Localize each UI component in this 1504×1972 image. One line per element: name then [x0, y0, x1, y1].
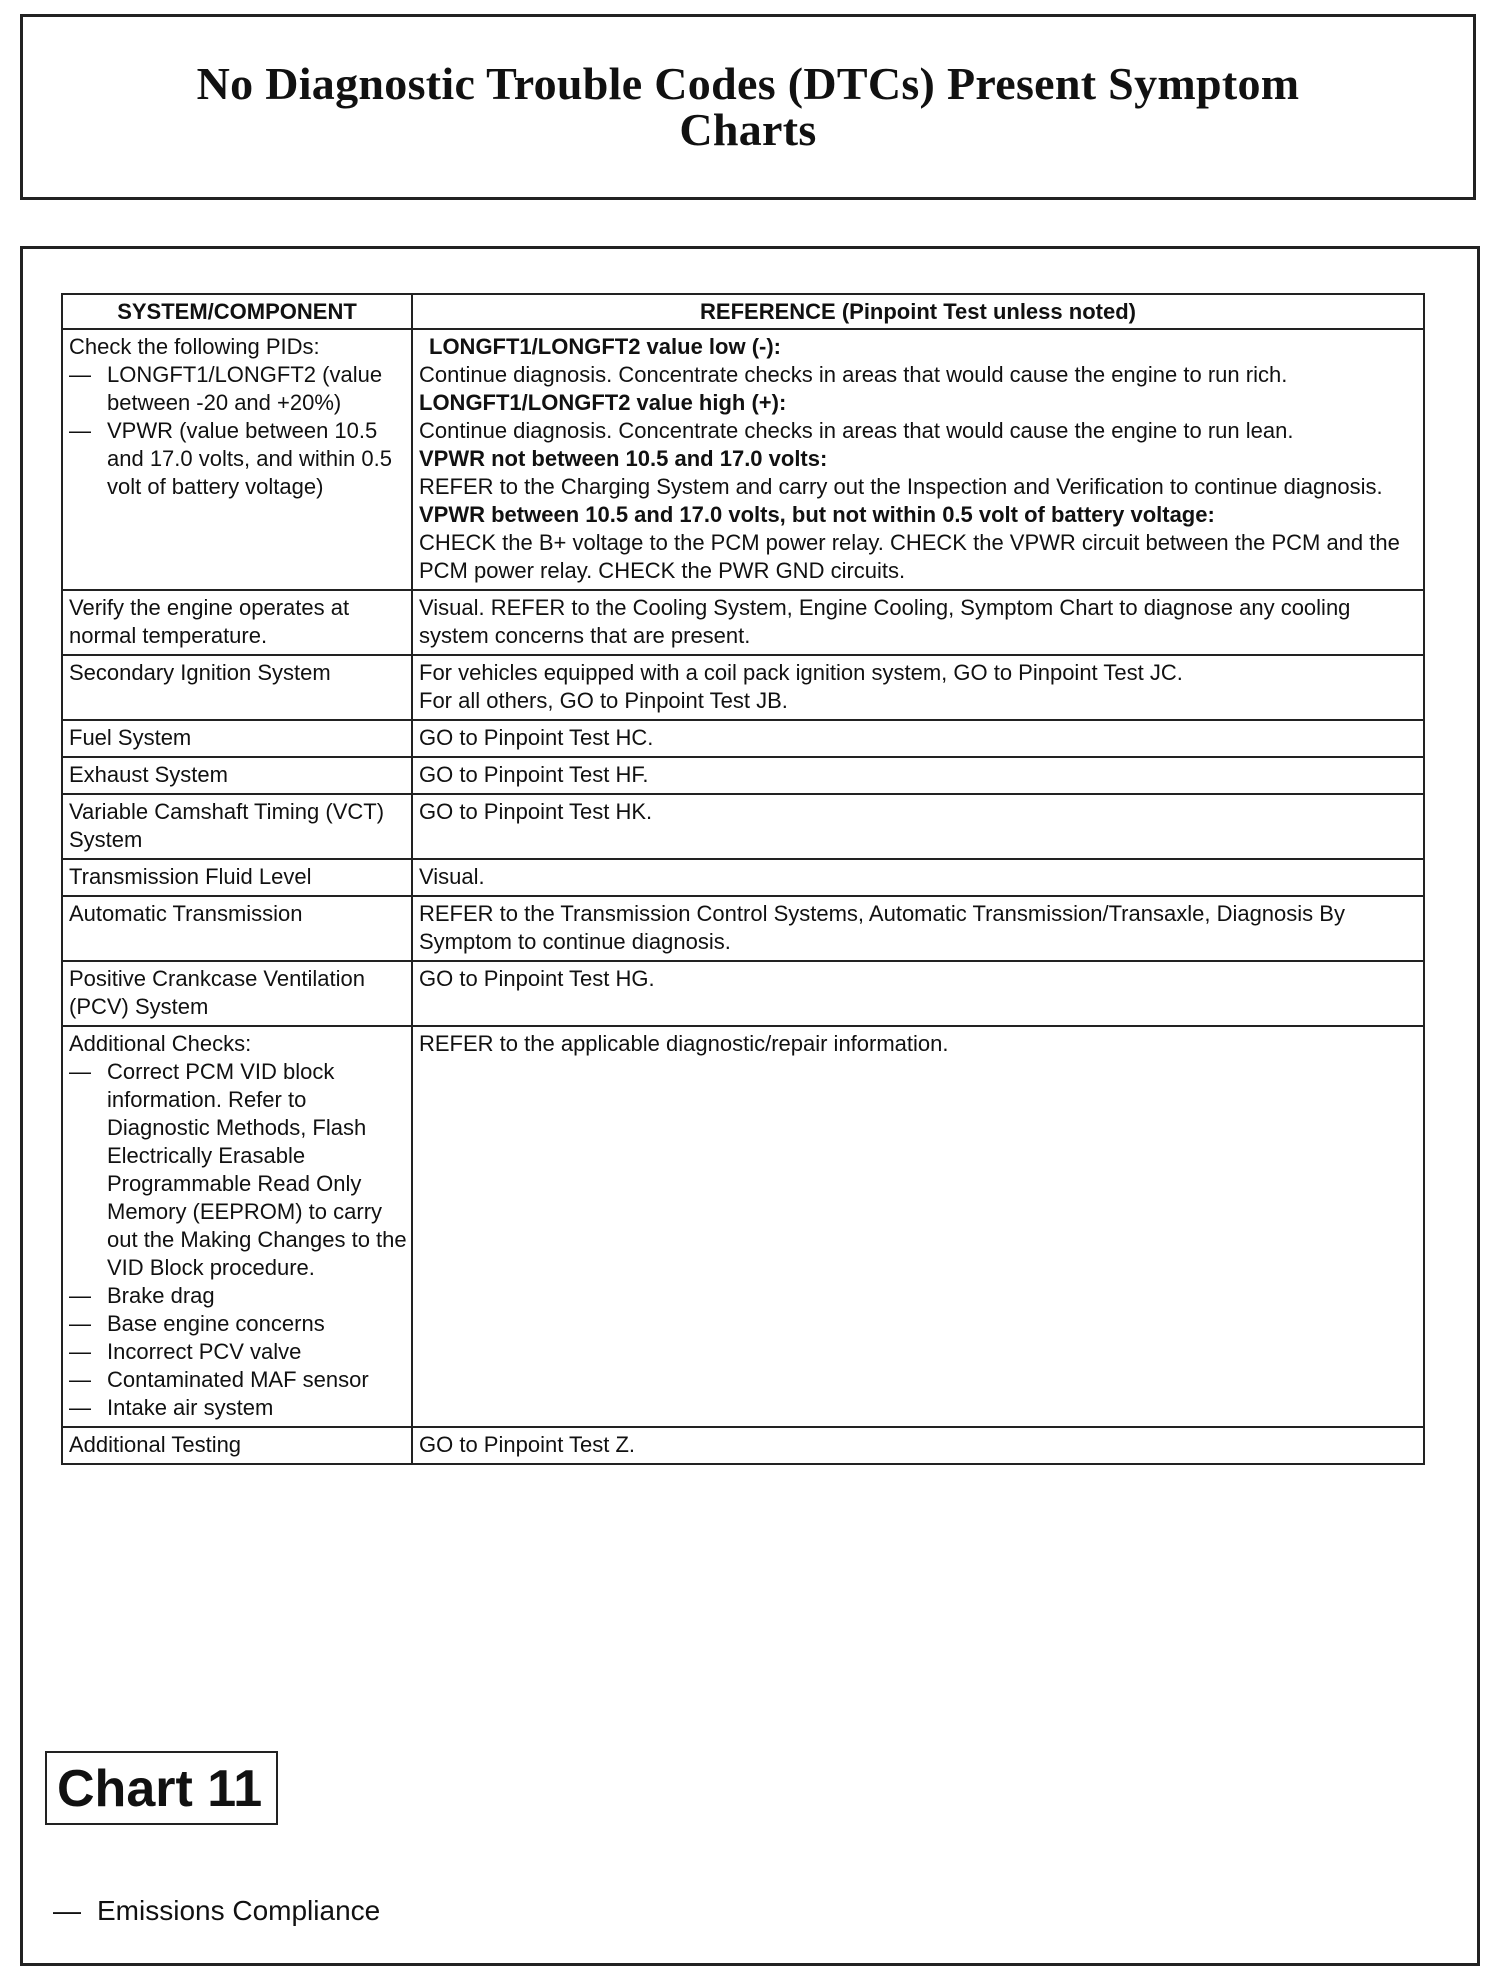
table-row [62, 961, 1424, 1026]
ref-text: Continue diagnosis. Concentrate checks in areas that would cause the engine to run lean. [419, 418, 1294, 443]
reference-cell [412, 329, 1424, 590]
list-item: — VPWR (value between 10.5 and 17.0 volts, and within 0.5 volt of battery voltage) [69, 418, 392, 499]
table-row [62, 1427, 1424, 1464]
column-header-reference: REFERENCE (Pinpoint Test unless noted) [412, 294, 1424, 329]
reference-cell: Visual. REFER to the Cooling System, Engine Cooling, Symptom Chart to diagnose any cooling system concerns that are present. [412, 590, 1424, 655]
list-item: — Base engine concerns [69, 1311, 325, 1336]
ref-heading: LONGFT1/LONGFT2 value high (+): [419, 390, 787, 415]
component-cell: Exhaust System [62, 757, 412, 794]
ref-text: For vehicles equipped with a coil pack ignition system, GO to Pinpoint Test JC. [419, 660, 1183, 685]
reference-cell: GO to Pinpoint Test HG. [412, 961, 1424, 1026]
component-cell [62, 329, 412, 590]
ref-text: REFER to the Charging System and carry out the Inspection and Verification to continue diagnosis. [419, 474, 1383, 499]
table-row [62, 329, 1424, 590]
column-header-system: SYSTEM/COMPONENT [62, 294, 412, 329]
table-row [62, 794, 1424, 859]
component-cell: Verify the engine operates at normal temperature. [62, 590, 412, 655]
table-row [62, 655, 1424, 720]
reference-cell: GO to Pinpoint Test HK. [412, 794, 1424, 859]
component-cell: Positive Crankcase Ventilation (PCV) System [62, 961, 412, 1026]
reference-cell: REFER to the applicable diagnostic/repair information. [412, 1026, 1424, 1427]
reference-cell [412, 655, 1424, 720]
reference-cell: REFER to the Transmission Control Systems, Automatic Transmission/Transaxle, Diagnosis By Symptom to continue diagnosis. [412, 896, 1424, 961]
table-row [62, 757, 1424, 794]
ref-heading: VPWR between 10.5 and 17.0 volts, but not within 0.5 volt of battery voltage: [419, 502, 1215, 527]
component-cell: Transmission Fluid Level [62, 859, 412, 896]
pids-intro: Check the following PIDs: [69, 334, 320, 359]
page-title-line1: No Diagnostic Trouble Codes (DTCs) Present Symptom [196, 58, 1300, 109]
reference-cell: Visual. [412, 859, 1424, 896]
main-box [20, 246, 1480, 1966]
table-row [62, 859, 1424, 896]
ref-text: CHECK the B+ voltage to the PCM power relay. CHECK the VPWR circuit between the PCM and the PCM power relay. CHECK the PWR GND circuits. [419, 530, 1400, 583]
emissions-compliance-item [53, 1894, 380, 1928]
table-header-row [62, 294, 1424, 329]
title-box [20, 14, 1476, 200]
page-title-line2: Charts [679, 104, 817, 155]
list-item: — Brake drag [69, 1283, 215, 1308]
symptom-chart-table [61, 293, 1425, 1465]
reference-cell: GO to Pinpoint Test HC. [412, 720, 1424, 757]
page-title [196, 58, 1300, 155]
component-cell: Additional Testing [62, 1427, 412, 1464]
component-cell [62, 1026, 412, 1427]
list-item: — LONGFT1/LONGFT2 (value between -20 and +20%) [69, 362, 383, 415]
table-row [62, 896, 1424, 961]
component-cell: Fuel System [62, 720, 412, 757]
component-cell: Secondary Ignition System [62, 655, 412, 720]
ref-heading: LONGFT1/LONGFT2 value low (-): [429, 334, 781, 359]
dash: — [53, 1895, 81, 1926]
additional-checks-intro: Additional Checks: [69, 1031, 252, 1056]
list-item: — Correct PCM VID block information. Refer to Diagnostic Methods, Flash Electrically Erasable Programmable Read Only Memory (EEPROM) to carry out the Making Changes to the VID Block procedure. [69, 1059, 407, 1280]
ref-text: For all others, GO to Pinpoint Test JB. [419, 688, 788, 713]
emissions-compliance-label: Emissions Compliance [97, 1895, 381, 1926]
table-row [62, 1026, 1424, 1427]
chart-number-label: Chart 11 [45, 1751, 278, 1825]
table-row [62, 590, 1424, 655]
component-cell: Variable Camshaft Timing (VCT) System [62, 794, 412, 859]
table-row [62, 720, 1424, 757]
list-item: — Intake air system [69, 1395, 274, 1420]
reference-cell: GO to Pinpoint Test Z. [412, 1427, 1424, 1464]
reference-cell: GO to Pinpoint Test HF. [412, 757, 1424, 794]
component-cell: Automatic Transmission [62, 896, 412, 961]
list-item: — Incorrect PCV valve [69, 1339, 302, 1364]
ref-heading: VPWR not between 10.5 and 17.0 volts: [419, 446, 828, 471]
ref-text: Continue diagnosis. Concentrate checks in areas that would cause the engine to run rich. [419, 362, 1288, 387]
list-item: — Contaminated MAF sensor [69, 1367, 369, 1392]
